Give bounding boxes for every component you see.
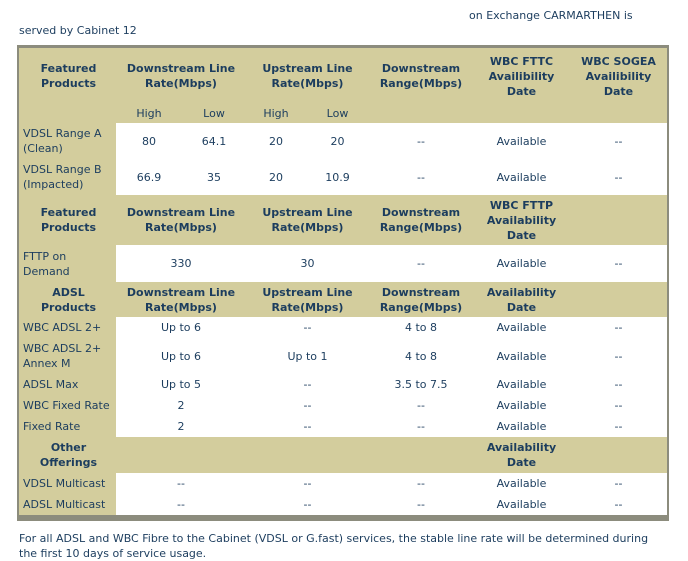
down-high-value: 66.9 [116,159,182,195]
header-featured-products: Featured Products [19,48,116,104]
footer-note: For all ADSL and WBC Fibre to the Cabinet (VDSL or G.fast) services, the stable line rate will be determined during the first 10 days of service usage. [19,532,649,560]
availability-value: Available [473,317,570,338]
down-low-value: 64.1 [182,123,246,159]
availability-table [19,48,667,515]
down-rate-value: 2 [116,416,246,437]
up-rate-value: -- [246,395,369,416]
up-high-value: 20 [246,123,306,159]
header-downstream-rate: Downstream Line Rate(Mbps) [116,48,246,104]
down-rate-value: Up to 5 [116,374,246,395]
header-availability-date: Availability Date [473,282,570,317]
extra-availability-value: -- [570,416,667,437]
header-downstream-range: Downstream Range(Mbps) [369,48,473,104]
down-rate-value: Up to 6 [116,317,246,338]
extra-availability-value: -- [570,245,667,282]
range-value: -- [369,245,473,282]
availability-value: Available [473,473,570,494]
header-fttc-availability: WBC FTTC Availibility Date [473,48,570,104]
product-name: ADSL Max [19,374,116,395]
up-rate-value: -- [246,494,369,515]
down-high-value: 80 [116,123,182,159]
range-value: 3.5 to 7.5 [369,374,473,395]
sogea-availability-value: -- [570,123,667,159]
availability-value: Available [473,395,570,416]
header-upstream-rate: Upstream Line Rate(Mbps) [246,282,369,317]
sogea-availability-value: -- [570,159,667,195]
up-high-value: 20 [246,159,306,195]
fttp-header-row [19,195,667,245]
product-name: ADSL Multicast [19,494,116,515]
product-name: WBC Fixed Rate [19,395,116,416]
product-name: FTTP on Demand [19,245,116,282]
availability-value: Available [473,374,570,395]
availability-value: Available [473,494,570,515]
table-row [19,317,667,338]
availability-value: Available [473,338,570,374]
up-rate-value: 30 [246,245,369,282]
extra-availability-value: -- [570,317,667,338]
header-downstream-rate: Downstream Line Rate(Mbps) [116,282,246,317]
up-low-value: 20 [306,123,369,159]
other-header-row [19,437,667,473]
exchange-line: on Exchange CARMARTHEN is [469,9,633,22]
range-value: -- [369,123,473,159]
fttc-availability-value: Available [473,159,570,195]
up-low-value: 10.9 [306,159,369,195]
down-rate-value: 330 [116,245,246,282]
header-upstream-rate: Upstream Line Rate(Mbps) [246,48,369,104]
extra-availability-value: -- [570,374,667,395]
range-value: -- [369,395,473,416]
cabinet-line: served by Cabinet 12 [19,24,137,37]
extra-availability-value: -- [570,395,667,416]
up-rate-value: -- [246,416,369,437]
extra-availability-value: -- [570,473,667,494]
extra-availability-value: -- [570,494,667,515]
range-value: -- [369,494,473,515]
up-rate-value: -- [246,317,369,338]
range-value: 4 to 8 [369,338,473,374]
table-row [19,159,667,195]
header-upstream-rate: Upstream Line Rate(Mbps) [246,195,369,245]
extra-availability-value: -- [570,338,667,374]
up-rate-value: -- [246,473,369,494]
down-rate-value: -- [116,473,246,494]
down-rate-value: -- [116,494,246,515]
adsl-header-row [19,282,667,317]
subheader-down-high: High [116,104,182,123]
range-value: 4 to 8 [369,317,473,338]
table-row [19,338,667,374]
availability-table-frame [17,45,669,521]
table-row [19,245,667,282]
range-value: -- [369,159,473,195]
down-low-value: 35 [182,159,246,195]
table-row [19,473,667,494]
range-value: -- [369,416,473,437]
table-row [19,416,667,437]
vdsl-header-row [19,48,667,104]
header-downstream-range: Downstream Range(Mbps) [369,282,473,317]
up-rate-value: Up to 1 [246,338,369,374]
header-downstream-rate: Downstream Line Rate(Mbps) [116,195,246,245]
subheader-down-low: Low [182,104,246,123]
range-value: -- [369,473,473,494]
availability-value: Available [473,245,570,282]
subheader-up-low: Low [306,104,369,123]
header-featured-products: Featured Products [19,195,116,245]
product-name: WBC ADSL 2+ Annex M [19,338,116,374]
header-downstream-range: Downstream Range(Mbps) [369,195,473,245]
availability-value: Available [473,416,570,437]
up-rate-value: -- [246,374,369,395]
product-name: VDSL Multicast [19,473,116,494]
header-fttp-availability: WBC FTTP Availability Date [473,195,570,245]
header-sogea-availability: WBC SOGEA Availibility Date [570,48,667,104]
fttc-availability-value: Available [473,123,570,159]
vdsl-subheader-row [19,104,667,123]
table-row [19,374,667,395]
table-row [19,123,667,159]
product-name: Fixed Rate [19,416,116,437]
product-name: WBC ADSL 2+ [19,317,116,338]
product-name: VDSL Range B (Impacted) [19,159,116,195]
table-row [19,494,667,515]
subheader-up-high: High [246,104,306,123]
table-row [19,395,667,416]
header-adsl-products: ADSL Products [19,282,116,317]
header-availability-date: Availability Date [473,437,570,473]
header-other-offerings: Other Offerings [19,437,116,473]
down-rate-value: Up to 6 [116,338,246,374]
down-rate-value: 2 [116,395,246,416]
product-name: VDSL Range A (Clean) [19,123,116,159]
